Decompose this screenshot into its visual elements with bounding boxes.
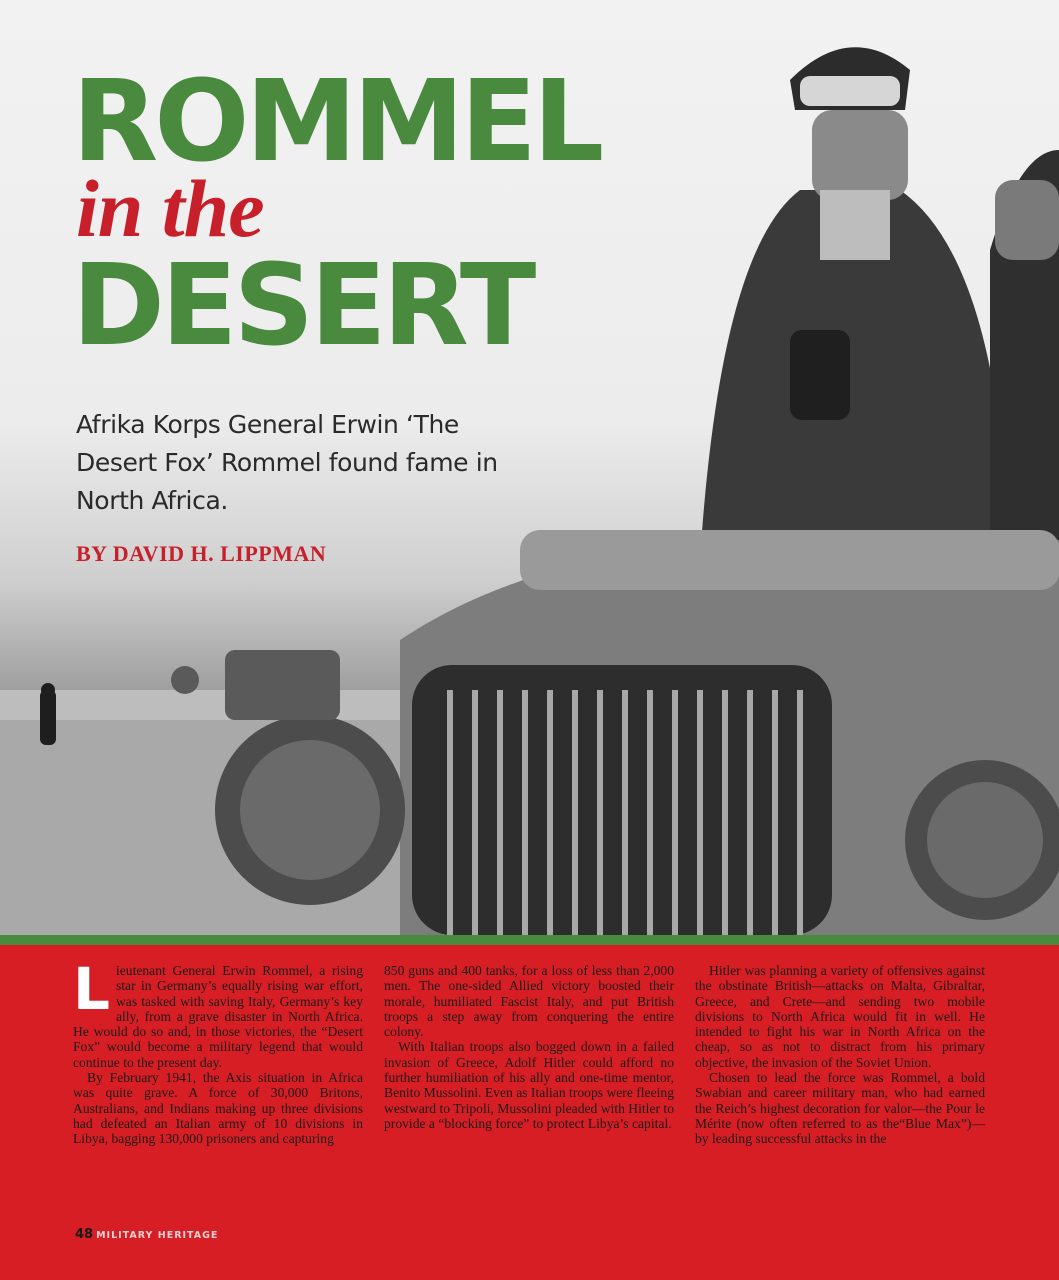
article-column-2 bbox=[384, 963, 674, 1131]
paragraph: With Italian troops also bogged down in a failed invasion of Greece, Adolf Hitler could afford no further humiliation of his ally and one-time mentor, Benito Mussolini. Even as Italian troops were fleeing westward to Tripoli, Mussolini pleaded with Hitler to provide a “blocking force” to protect Libya’s capital. bbox=[384, 1039, 674, 1131]
paragraph: 850 guns and 400 tanks, for a loss of less than 2,000 men. The one-sided Allied victory boosted their morale, humiliated Fascist Italy, and put British troops a step away from conquering the entire colony. bbox=[384, 963, 674, 1040]
drop-cap: L bbox=[73, 955, 110, 1023]
paragraph: Chosen to lead the force was Rommel, a bold Swabian and career military man, who had earned the Reich’s highest decoration for valor—the Pour le Mérite (now often referred to as the“Blue Max”)—by leading successful attacks in the bbox=[695, 1070, 985, 1147]
byline: BY DAVID H. LIPPMAN bbox=[76, 541, 327, 566]
publication-name: MILITARY HERITAGE bbox=[96, 1230, 219, 1241]
headline-line-2: in the bbox=[76, 163, 264, 254]
article-column-3 bbox=[695, 963, 985, 1147]
article-column-1 bbox=[73, 955, 363, 1147]
paragraph: Hitler was planning a variety of offensives against the obstinate British—attacks on Malta, Gibraltar, Greece, and Crete—and sending two mobile divisions to North Africa would fit in well. He intended to fight his war in North Africa on the cheap, so as not to distract from his primary objective, the invasion of the Soviet Union. bbox=[695, 963, 985, 1070]
deck-subtitle: Afrika Korps General Erwin ‘The Desert Fox’ Rommel found fame in North Africa. bbox=[76, 410, 498, 515]
page-number: 48 bbox=[75, 1227, 94, 1242]
paragraph: By February 1941, the Axis situation in Africa was quite grave. A force of 30,000 Britons, Australians, and Indians making up three divisions had defeated an Italian army of 10 divisions in Libya, bagging 130,000 prisoners and capturing bbox=[73, 1070, 363, 1147]
page-footer bbox=[75, 1223, 218, 1242]
headline-line-1: ROMMEL bbox=[72, 57, 601, 187]
green-divider bbox=[0, 935, 1059, 945]
headline-line-3: DESERT bbox=[72, 241, 533, 371]
paragraph bbox=[73, 955, 363, 1070]
paragraph-text: ieutenant General Erwin Rommel, a rising star in Germany’s equally rising war effort, was tasked with saving Italy, Germany’s key ally, from a grave disaster in North Africa. He would do so and, in those victories, the “Desert Fox” would become a military legend that would continue to the present day. bbox=[73, 963, 363, 1070]
